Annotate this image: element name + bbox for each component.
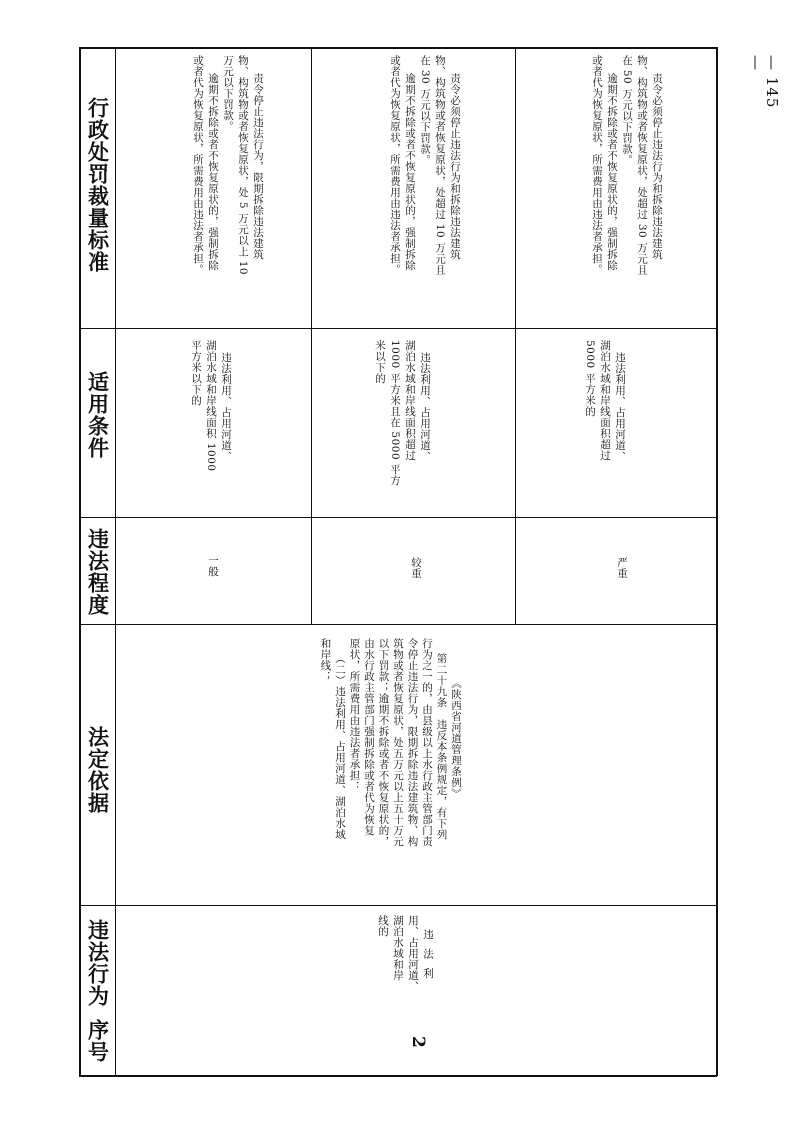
condition-line: 湖泊水域和岸线面积 1000 [205,340,217,472]
condition-line: 1000 平方米且在 5000 平方 [389,340,401,486]
basis-line: 第二十九条 违反本条例规定，有下列 [435,653,448,840]
header-row-divider [115,47,116,1076]
standard-serious [387,55,462,320]
condition-line: 违法利用、占用河道、 [419,352,431,462]
basis-line: 令停止违法行为，限期拆除违法建筑物、构 [406,638,419,847]
degree-severe: 严重 [616,557,628,579]
basis-line: 和岸线； [319,638,332,682]
standard-line: 物、构筑物或者恢复原状，处 5 万元以上 10 [237,55,249,276]
header-penalty-standard: 行政处罚裁量标准 [85,97,110,273]
condition-line: 湖泊水域和岸线面积超过 [599,340,611,461]
condition-line: 5000 平方米的 [584,340,596,417]
header-violation-act: 违法行为 [85,919,110,1007]
standard-line: 在 50 万元以下罚款。 [621,55,633,166]
condition-severe [582,340,627,510]
basis-line: 原状，所需费用由违法者承担： [348,638,361,792]
col-divider-4 [79,328,717,329]
degree-general: 一般 [207,555,219,577]
standard-general [190,55,265,320]
row-serial-no: 2 [408,1036,428,1048]
col-divider-1 [79,905,717,906]
condition-serious [372,340,432,510]
basis-line: 行为之一的，由县级以上水行政主管部门责 [421,638,433,847]
standard-line: 责令必须停止违法行为和拆除违法建筑 [449,73,461,260]
header-violation-degree: 违法程度 [85,528,110,616]
violation-act-line: 湖泊水域和岸 [392,915,404,981]
degree-serious: 较重 [410,557,422,579]
basis-line: 《陕西省河道管理条例》 [450,678,462,799]
legal-basis-text [318,638,463,900]
standard-line: 或者代为恢复原状，所需费用由违法者承担。 [389,55,401,275]
violation-act-text [375,915,435,1073]
table-border-top [79,47,717,49]
standard-line: 逾期不拆除或者不恢复原状的，强制拆除 [404,73,416,271]
condition-line: 湖泊水域和岸线面积超过 [404,340,416,461]
header-serial-no: 序号 [85,1019,110,1063]
standard-line: 逾期不拆除或者不恢复原状的，强制拆除 [207,73,219,271]
page-number: — 145 — [747,55,781,109]
violation-act-line: 违法利 [422,929,434,988]
condition-line: 违法利用、占用河道、 [614,352,626,462]
standard-line: 万元以下罚款。 [222,55,234,132]
standard-line: 或者代为恢复原状，所需费用由违法者承担。 [591,55,603,275]
col-divider-3 [79,517,717,518]
condition-line: 违法利用、占用河道、 [220,352,232,462]
standard-line: 物、构筑物或者恢复原状，处超过 30 万元且 [636,55,648,276]
standard-line: 或者代为恢复原状，所需费用由违法者承担。 [192,55,204,275]
standard-line: 物、构筑物或者恢复原状，处超过 10 万元且 [434,55,446,276]
basis-line: （二）违法利用、占用河道、湖泊水域 [334,653,346,840]
standard-line: 责令必须停止违法行为和拆除违法建筑 [651,73,663,260]
table-border-bottom [79,1075,717,1077]
condition-line: 米以下的 [374,340,386,384]
basis-line: 筑物或者恢复原状，处五万元以上五十万元 [392,638,404,847]
standard-line: 逾期不拆除或者不恢复原状的，强制拆除 [606,73,618,271]
basis-line: 以下罚款；逾期不拆除或者不恢复原状的， [377,638,390,847]
standard-line: 在 30 万元以下罚款。 [419,55,431,166]
standard-severe [589,55,664,320]
col-divider-2 [79,624,717,625]
table-border-right [716,47,718,1076]
condition-line: 平方米以下的 [190,340,202,406]
level-divider-1 [311,47,312,625]
header-applicable-condition: 适用条件 [85,371,110,459]
violation-act-line: 线的 [377,915,389,937]
basis-line: 由水行政主管部门强制拆除或者代为恢复 [363,638,375,836]
level-divider-2 [515,47,516,625]
violation-act-line: 用、占用河道、 [407,915,419,992]
header-legal-basis: 法定依据 [85,726,110,814]
table-border-left [79,47,81,1076]
condition-general [188,340,233,510]
standard-line: 责令停止违法行为，限期拆除违法建筑 [252,73,264,260]
